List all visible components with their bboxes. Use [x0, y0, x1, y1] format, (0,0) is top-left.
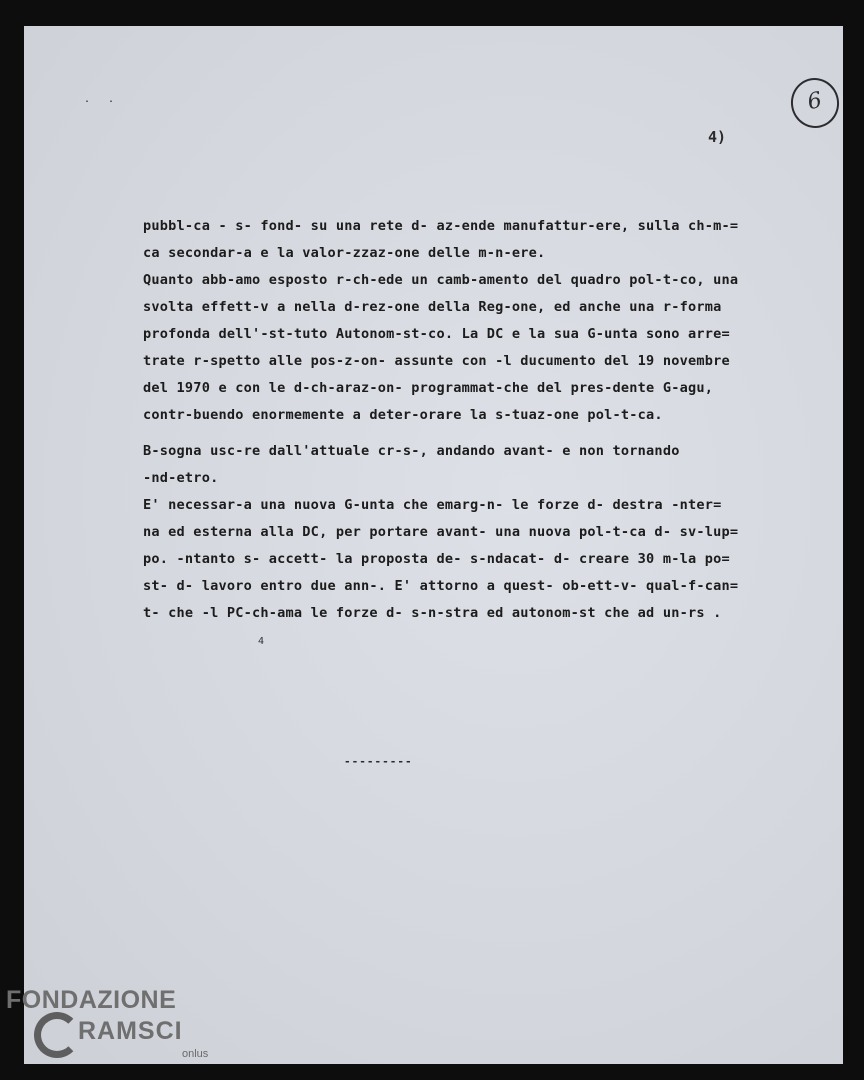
- text-line: -nd-etro.: [143, 470, 219, 486]
- document-page: [24, 26, 843, 1064]
- text-line: pubbl-ca - s- fond- su una rete d- az-ende manufattur-ere, sulla ch-m-=: [143, 218, 739, 234]
- watermark-g-logo-icon: [34, 1012, 80, 1058]
- text-line: B-sogna usc-re dall'attuale cr-s-, andando avant- e non tornando: [143, 443, 680, 459]
- fondazione-gramsci-watermark: [6, 986, 216, 1066]
- text-line: Quanto abb-amo esposto r-ch-ede un camb-amento del quadro pol-t-co, una: [143, 272, 739, 288]
- text-line: svolta effett-v a nella d-rez-one della Reg-one, ed anche una r-forma: [143, 299, 722, 315]
- watermark-line1: FONDAZIONE: [6, 986, 177, 1014]
- text-line: po. -ntanto s- accett- la proposta de- s-ndacat- d- creare 30 m-la po=: [143, 551, 730, 567]
- circled-page-number-text: 6: [805, 87, 825, 116]
- text-line: na ed esterna alla DC, per portare avant- una nuova pol-t-ca d- sv-lup=: [143, 524, 739, 540]
- text-line: profonda dell'-st-tuto Autonom-st-co. La DC e la sua G-unta sono arre=: [143, 326, 730, 342]
- paragraph-gap: [143, 432, 833, 441]
- watermark-onlus: onlus: [182, 1048, 209, 1060]
- watermark-line2: RAMSCI: [78, 1017, 183, 1045]
- text-line: t- che -l PC-ch-ama le forze d- s-n-stra ed autonom-st che ad un-rs .: [143, 605, 722, 621]
- stray-mark: 4: [258, 636, 265, 647]
- separator-line: ---------: [344, 755, 413, 768]
- text-line: ca secondar-a e la valor-zzaz-one delle m-n-ere.: [143, 245, 546, 261]
- text-line: del 1970 e con le d-ch-araz-on- programmat-che del pres-dente G-agu,: [143, 380, 714, 396]
- text-line: contr-buendo enormemente a deter-orare la s-tuaz-one pol-t-ca.: [143, 407, 663, 423]
- typed-body-text: [143, 216, 833, 630]
- text-line: st- d- lavoro entro due ann-. E' attorno a quest- ob-ett-v- qual-f-can=: [143, 578, 739, 594]
- circled-page-number: [786, 74, 843, 133]
- margin-dots: . .: [84, 94, 121, 105]
- text-line: E' necessar-a una nuova G-unta che emarg-n- le forze d- destra -nter=: [143, 497, 722, 513]
- page-label: 4): [708, 128, 727, 146]
- text-line: trate r-spetto alle pos-z-on- assunte con -l ducumento del 19 novembre: [143, 353, 730, 369]
